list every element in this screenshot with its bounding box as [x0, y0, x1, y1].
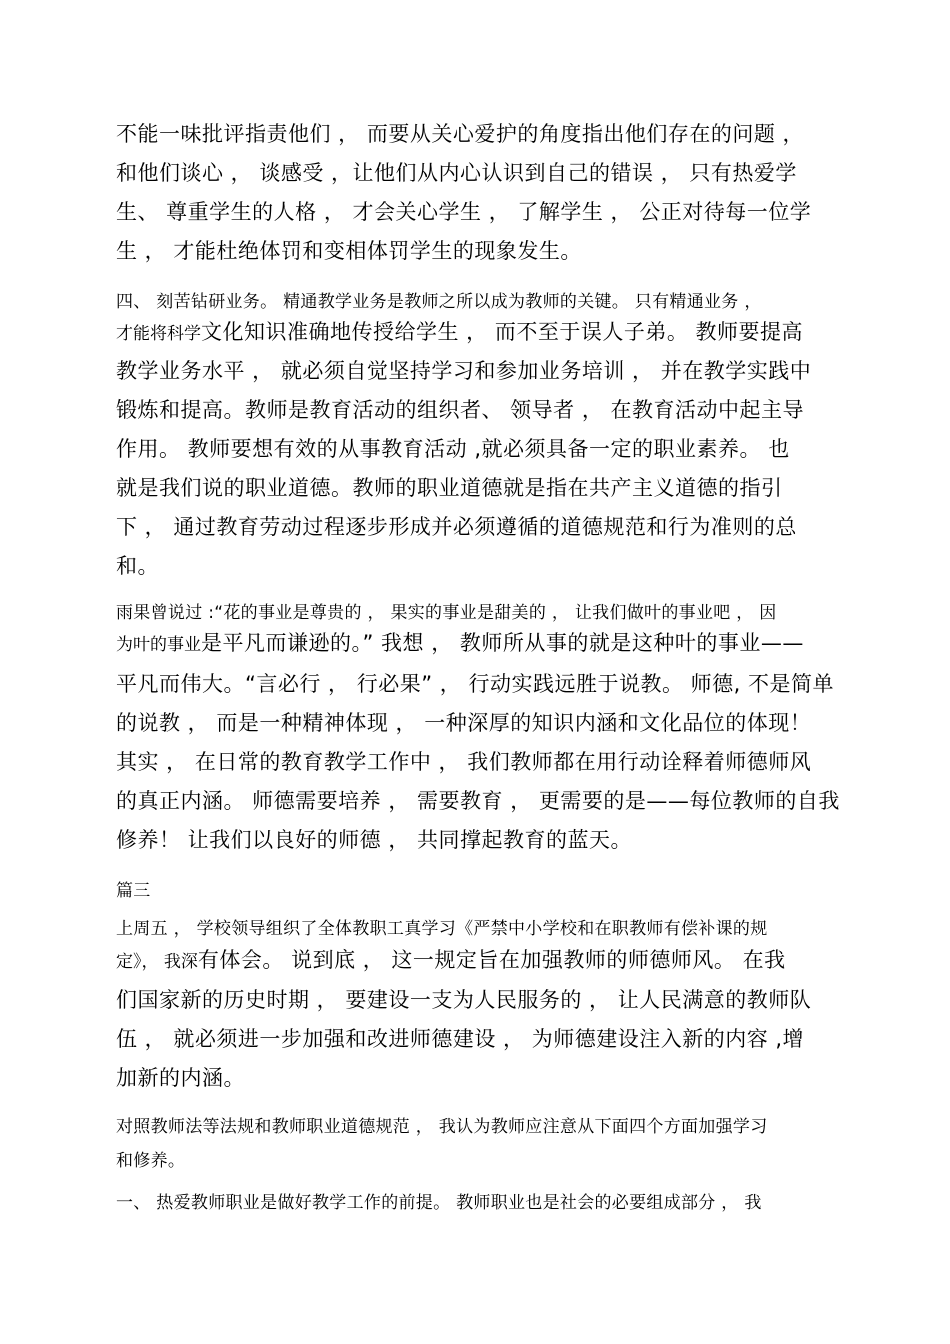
paragraph-6-line-1: 一、 热爱教师职业是做好教学工作的前提。 教师职业也是社会的必要组成部分 ， 我 — [116, 1193, 762, 1213]
paragraph-3-line-2-big: 是平凡而谦逊的。” 我想 ， 教师所从事的就是这种叶的事业—— — [201, 631, 804, 655]
paragraph-3-line-6: 的真正内涵。 师德需要培养 ， 需要教育 ， 更需要的是——每位教师的自我 — [116, 789, 840, 813]
paragraph-2-line-3: 教学业务水平 ， 就必须自觉坚持学习和参加业务培训 ， 并在教学实践中 — [116, 359, 812, 383]
paragraph-3-line-2 — [116, 627, 804, 657]
paragraph-2-line-2-small: 才能将科学 — [116, 324, 201, 344]
paragraph-5-line-1: 对照教师法等法规和教师职业道德规范 ， 我认为教师应注意从下面四个方面加强学习 — [116, 1117, 768, 1137]
paragraph-3-line-2-small: 为叶的事业 — [116, 635, 201, 655]
paragraph-2-line-4: 锻炼和提高。教师是教育活动的组织者、 领导者 ， 在教育活动中起主导 — [116, 398, 805, 422]
paragraph-3-line-1: 雨果曾说过 :“花的事业是尊贵的 ， 果实的事业是甜美的 ， 让我们做叶的事业吧 ， 因 — [116, 603, 777, 623]
paragraph-2-line-5: 作用。 教师要想有效的从事教育活动 ,就必须具备一定的职业素养。 也 — [116, 437, 790, 461]
paragraph-4-line-2-small: 定》， 我深 — [116, 952, 198, 972]
paragraph-4-line-4: 伍 ， 就必须进一步加强和改进师德建设 ， 为师德建设注入新的内容 ,增 — [116, 1027, 805, 1051]
paragraph-4-line-5: 加新的内涵。 — [116, 1066, 245, 1090]
paragraph-1-line-1: 不能一味批评指责他们 ， 而要从关心爱护的角度指出他们存在的问题 ， — [116, 122, 805, 146]
paragraph-3-line-7: 修养！ 让我们以良好的师德 ， 共同撑起教育的蓝天。 — [116, 828, 633, 852]
paragraph-2-line-6: 就是我们说的职业道德。教师的职业道德就是指在共产主义道德的指引 — [116, 476, 783, 500]
paragraph-2-line-8: 和。 — [116, 554, 159, 578]
paragraph-3-line-5: 其实 ， 在日常的教育教学工作中 ， 我们教师都在用行动诠释着师德师风 — [116, 750, 812, 774]
paragraph-3-line-4: 的说教 ， 而是一种精神体现 ， 一种深厚的知识内涵和文化品位的体现！ — [116, 711, 812, 735]
paragraph-1-line-2: 和他们谈心 ， 谈感受 ，让他们从内心认识到自己的错误 ， 只有热爱学 — [116, 161, 797, 185]
paragraph-4-line-3: 们国家新的历史时期 ， 要建设一支为人民服务的 ， 让人民满意的教师队 — [116, 988, 812, 1012]
section-heading: 篇三 — [116, 881, 151, 901]
paragraph-1-line-4: 生 ， 才能杜绝体罚和变相体罚学生的现象发生。 — [116, 239, 582, 263]
paragraph-4-line-2 — [116, 944, 786, 974]
paragraph-4-line-1: 上周五 ， 学校领导组织了全体教职工真学习《严禁中小学校和在职教师有偿补课的规 — [116, 919, 768, 939]
paragraph-1-line-3: 生、 尊重学生的人格 ， 才会关心学生 ， 了解学生 ， 公正对待每一位学 — [116, 200, 812, 224]
paragraph-2-line-1: 四、 刻苦钻研业务。 精通教学业务是教师之所以成为教师的关键。 只有精通业务 ， — [116, 292, 762, 312]
paragraph-5-line-2: 和修养。 — [116, 1151, 186, 1171]
paragraph-4-line-2-big: 有体会。 说到底 ， 这一规定旨在加强教师的师德师风。 在我 — [197, 948, 786, 972]
paragraph-3-line-3: 平凡而伟大。“言必行 ， 行必果” ， 行动实践远胜于说教。 师德, 不是简单 — [116, 672, 834, 696]
paragraph-2-line-2 — [116, 316, 803, 346]
paragraph-2-line-2-big: 文化知识准确地传授给学生 ， 而不至于误人子弟。 教师要提高 — [201, 320, 804, 344]
paragraph-2-line-7: 下 ， 通过教育劳动过程逐步形成并必须遵循的道德规范和行为准则的总 — [116, 515, 797, 539]
